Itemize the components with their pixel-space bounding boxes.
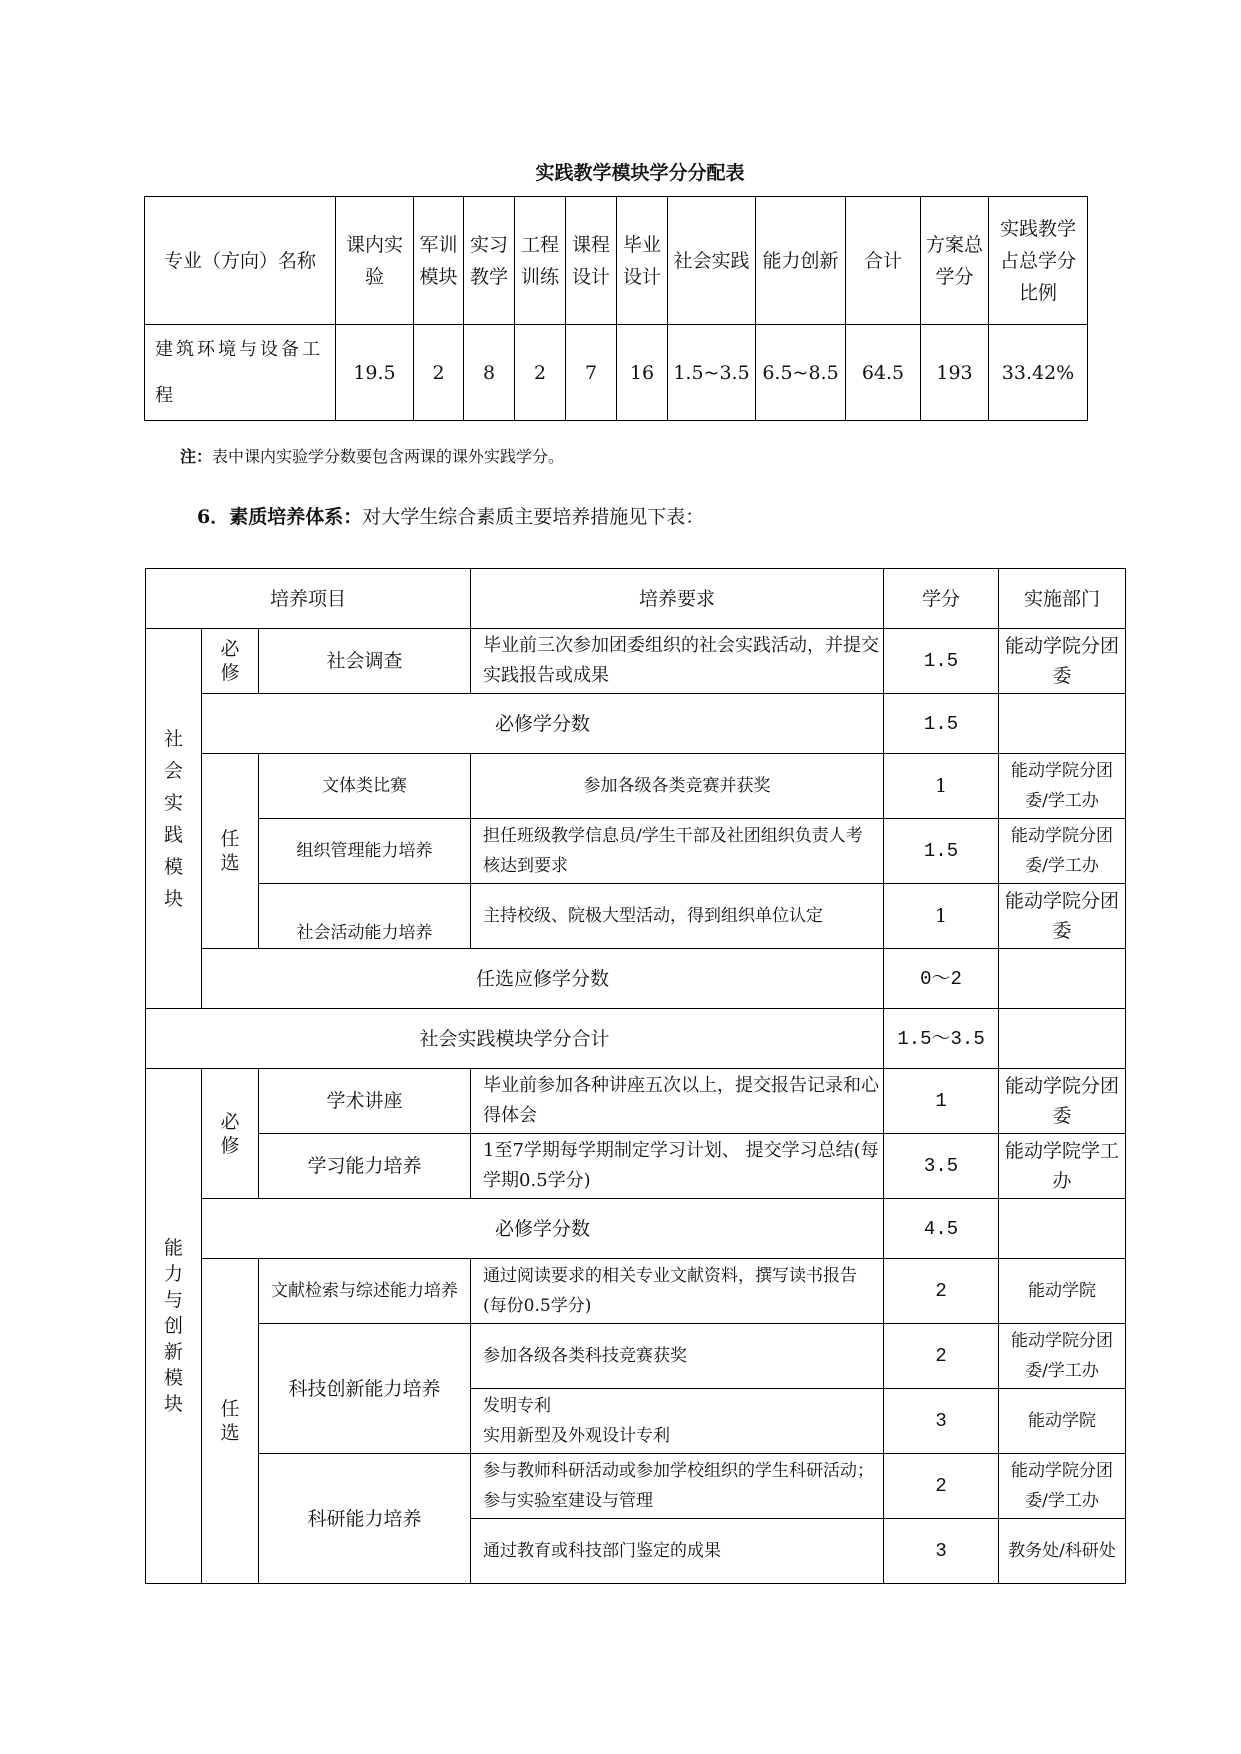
module-label: 社会实践模块: [146, 629, 202, 1009]
item-requirement: 毕业前参加各种讲座五次以上，提交报告记录和心得体会: [471, 1069, 884, 1134]
header-cell: 军训模块: [414, 197, 464, 325]
empty-cell: [999, 1199, 1126, 1259]
item-credit: 1.5: [884, 819, 999, 884]
item-name: 社会活动能力培养: [259, 884, 471, 949]
item-dept: 能动学院分团委/学工办: [999, 1454, 1126, 1519]
header-cell: 社会实践: [668, 197, 756, 325]
empty-cell: [999, 949, 1126, 1009]
item-name: 科研能力培养: [259, 1454, 471, 1584]
section-text: 对大学生综合素质主要培养措施见下表：: [362, 506, 705, 528]
subtotal-label: 任选应修学分数: [202, 949, 884, 1009]
subtotal-row: [146, 949, 1126, 1009]
item-requirement: 参加各级各类科技竞赛获奖: [471, 1324, 884, 1389]
subtotal-row: [146, 1199, 1126, 1259]
header-cell: 合计: [846, 197, 921, 325]
header-cell: 实践教学占总学分比例: [989, 197, 1088, 325]
item-name: 学术讲座: [259, 1069, 471, 1134]
item-credit: 2: [884, 1324, 999, 1389]
header-cell: 方案总学分: [921, 197, 989, 325]
item-dept: 能动学院: [999, 1259, 1126, 1324]
table-row: [146, 629, 1126, 694]
item-dept: 教务处/科研处: [999, 1519, 1126, 1584]
item-credit: 3: [884, 1519, 999, 1584]
item-dept: 能动学院分团委: [999, 1069, 1126, 1134]
header-cell: 培养项目: [146, 569, 471, 629]
section-label: 6．素质培养体系：: [197, 506, 363, 528]
item-name: 文献检索与综述能力培养: [259, 1259, 471, 1324]
item-dept: 能动学院分团委/学工办: [999, 1324, 1126, 1389]
item-credit: 3.5: [884, 1134, 999, 1199]
item-dept: 能动学院: [999, 1389, 1126, 1454]
quality-training-table: [145, 568, 1126, 1584]
item-name: 社会调查: [259, 629, 471, 694]
required-label: 必修: [202, 1069, 259, 1199]
header-cell: 专业（方向）名称: [145, 197, 336, 325]
item-requirement: 参与教师科研活动或参加学校组织的学生科研活动；参与实验室建设与管理: [471, 1454, 884, 1519]
major-name-cell: 建筑环境与设备工程: [145, 325, 336, 421]
table-row: [146, 884, 1126, 949]
header-cell: 课内实验: [336, 197, 414, 325]
required-label: 必修: [202, 629, 259, 694]
table-row: [146, 1069, 1126, 1134]
item-dept: 能动学院分团委/学工办: [999, 754, 1126, 819]
header-cell: 能力创新: [756, 197, 846, 325]
table-row: [146, 754, 1126, 819]
header-cell: 毕业设计: [617, 197, 668, 325]
item-requirement: 主持校级、院极大型活动，得到组织单位认定: [471, 884, 884, 949]
table-row: [145, 325, 1088, 421]
item-credit: 1: [884, 884, 999, 949]
item-credit: 2: [884, 1454, 999, 1519]
table-cell: 2: [515, 325, 566, 421]
total-credit: 1.5～3.5: [884, 1009, 999, 1069]
section-heading: [197, 502, 704, 529]
table-title: 实践教学模块学分分配表: [535, 162, 745, 184]
table-cell: 33.42%: [989, 325, 1088, 421]
table-cell: 64.5: [846, 325, 921, 421]
subtotal-credit: 1.5: [884, 694, 999, 754]
item-requirement: 毕业前三次参加团委组织的社会实践活动，并提交实践报告或成果: [471, 629, 884, 694]
table-row: [146, 1454, 1126, 1519]
item-credit: 1: [884, 754, 999, 819]
note-label: 注：: [180, 447, 213, 466]
item-name: 文体类比赛: [259, 754, 471, 819]
practice-credit-table: [144, 196, 1088, 421]
table-cell: 2: [414, 325, 464, 421]
header-cell: 课程设计: [566, 197, 617, 325]
table-row: [146, 1134, 1126, 1199]
note-text: 表中课内实验学分数要包含两课的课外实践学分。: [212, 447, 565, 466]
table-cell: 6.5~8.5: [756, 325, 846, 421]
table-cell: 7: [566, 325, 617, 421]
header-row: [146, 569, 1126, 629]
item-credit: 1: [884, 1069, 999, 1134]
empty-cell: [999, 1009, 1126, 1069]
item-requirement: 参加各级各类竞赛并获奖: [471, 754, 884, 819]
table-cell: 8: [464, 325, 515, 421]
item-requirement: 通过教育或科技部门鉴定的成果: [471, 1519, 884, 1584]
total-row: [146, 1009, 1126, 1069]
item-requirement: 1至7学期每学期制定学习计划、 提交学习总结(每学期0.5学分): [471, 1134, 884, 1199]
item-dept: 能动学院分团委: [999, 884, 1126, 949]
header-cell: 实施部门: [999, 569, 1126, 629]
item-name: 组织管理能力培养: [259, 819, 471, 884]
table-cell: 193: [921, 325, 989, 421]
table-row: [146, 1259, 1126, 1324]
item-credit: 3: [884, 1389, 999, 1454]
item-name: 科技创新能力培养: [259, 1324, 471, 1454]
subtotal-label: 必修学分数: [202, 694, 884, 754]
item-requirement: 通过阅读要求的相关专业文献资料，撰写读书报告(每份0.5学分): [471, 1259, 884, 1324]
elective-label: 任选: [202, 754, 259, 949]
subtotal-credit: 0～2: [884, 949, 999, 1009]
module-label: 能力与创新模块: [146, 1069, 202, 1584]
item-dept: 能动学院学工办: [999, 1134, 1126, 1199]
item-requirement: 担任班级教学信息员/学生干部及社团组织负责人考核达到要求: [471, 819, 884, 884]
empty-cell: [999, 694, 1126, 754]
header-cell: 工程训练: [515, 197, 566, 325]
item-credit: 2: [884, 1259, 999, 1324]
header-cell: 培养要求: [471, 569, 884, 629]
item-credit: 1.5: [884, 629, 999, 694]
item-dept: 能动学院分团委/学工办: [999, 819, 1126, 884]
table-cell: 1.5~3.5: [668, 325, 756, 421]
table-row: [146, 1324, 1126, 1389]
header-cell: 实习教学: [464, 197, 515, 325]
table-cell: 16: [617, 325, 668, 421]
item-requirement: 发明专利 实用新型及外观设计专利: [471, 1389, 884, 1454]
table-cell: 19.5: [336, 325, 414, 421]
total-label: 社会实践模块学分合计: [146, 1009, 884, 1069]
elective-label: 任选: [202, 1259, 259, 1584]
item-dept: 能动学院分团委: [999, 629, 1126, 694]
header-row: [145, 197, 1088, 325]
subtotal-row: [146, 694, 1126, 754]
table-note: [180, 444, 564, 467]
table-row: [146, 819, 1126, 884]
item-name: 学习能力培养: [259, 1134, 471, 1199]
subtotal-credit: 4.5: [884, 1199, 999, 1259]
header-cell: 学分: [884, 569, 999, 629]
subtotal-label: 必修学分数: [202, 1199, 884, 1259]
